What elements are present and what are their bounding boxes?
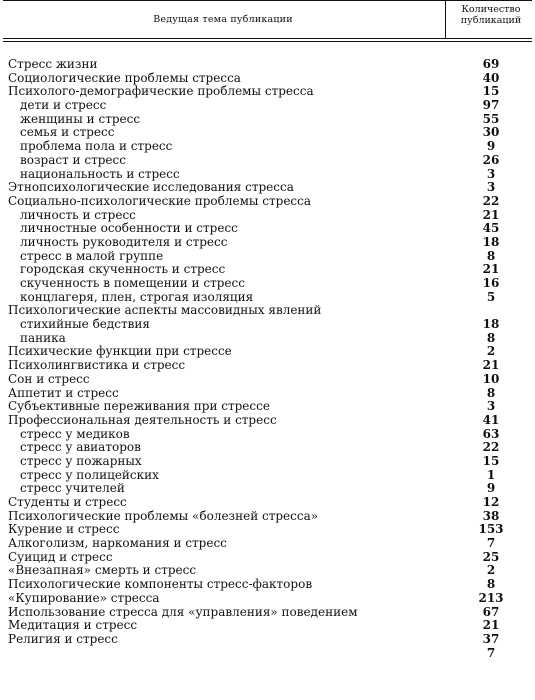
table-row (0, 359, 535, 373)
topic-label: стресс в малой группе (20, 248, 164, 263)
topic-label: стресс у полицейских (20, 467, 159, 482)
table-row (0, 140, 535, 154)
table-row (0, 263, 535, 277)
topic-label: Психологические аспекты массовидных явлений (8, 303, 322, 318)
table-row (0, 345, 535, 359)
table-row (0, 318, 535, 332)
table-row (0, 304, 535, 318)
publication-count: 18 (482, 317, 500, 332)
topic-label: Субъективные переживания при стрессе (8, 399, 270, 414)
publication-count: 45 (482, 221, 500, 236)
table-row (0, 58, 535, 72)
table-row (0, 195, 535, 209)
topic-label: стресс у пожарных (20, 453, 142, 468)
topic-label: Психолого-демографические проблемы стресса (8, 84, 314, 99)
header-count (447, 4, 535, 26)
topic-label: Этнопсихологические исследования стресса (8, 180, 294, 195)
publication-count: 22 (482, 440, 500, 455)
header-bottom-border (3, 38, 532, 39)
topic-label: возраст и стресс (20, 152, 126, 167)
table-row (0, 606, 535, 620)
table-row (0, 277, 535, 291)
header-topic: Ведущая тема публикации (153, 14, 293, 25)
publication-count: 69 (482, 57, 500, 71)
publication-count: 8 (486, 330, 496, 345)
topic-label: паника (20, 330, 66, 345)
topic-label: Курение и стресс (8, 522, 120, 537)
header-count-line1: Количество (461, 4, 521, 15)
topic-label: Сон и стресс (8, 371, 90, 386)
topic-label: семья и стресс (20, 125, 115, 140)
publication-count: 38 (482, 508, 500, 523)
topic-label: Психические функции при стрессе (8, 344, 232, 359)
topic-label: личностные особенности и стресс (20, 221, 238, 236)
publication-count: 8 (486, 577, 496, 592)
publication-count: 12 (482, 495, 500, 509)
topic-label: стресс учителей (20, 481, 125, 496)
table-row (0, 564, 535, 578)
topic-label: проблема пола и стресс (20, 139, 173, 154)
topic-label: стресс у медиков (20, 426, 130, 441)
table-row (0, 469, 535, 483)
table-row (0, 373, 535, 387)
table-row (0, 236, 535, 250)
table-row (0, 551, 535, 565)
publication-count: 2 (486, 563, 496, 578)
publication-count: 22 (482, 193, 500, 208)
table-row (0, 496, 535, 510)
table-row (0, 619, 535, 633)
publication-count: 3 (486, 180, 496, 195)
publication-count: 10 (482, 371, 500, 386)
publication-count: 8 (486, 385, 496, 400)
topic-label: Социально-психологические проблемы стресса (8, 193, 312, 208)
table-row (0, 222, 535, 236)
publication-count: 21 (482, 207, 500, 222)
publication-count: 63 (482, 426, 500, 441)
table-body (0, 58, 535, 660)
table-row (0, 168, 535, 182)
topic-label: Психолингвистика и стресс (8, 358, 186, 373)
publication-count: 21 (482, 262, 500, 277)
publication-count: 15 (482, 84, 500, 99)
table-row (0, 633, 535, 647)
publication-count: 153 (478, 522, 504, 537)
publication-count: 67 (482, 604, 500, 619)
publication-count: 21 (482, 618, 500, 633)
publication-count: 37 (482, 631, 500, 646)
table-row (0, 113, 535, 127)
publication-count: 40 (482, 70, 500, 85)
table-top-border (3, 0, 532, 1)
topic-label: «Внезапная» смерть и стресс (8, 563, 197, 578)
topic-label: Использование стресса для «управления» поведением (8, 604, 358, 619)
table-row (0, 578, 535, 592)
publication-count: 7 (486, 645, 496, 660)
table-row (0, 85, 535, 99)
topic-label: Психологические проблемы «болезней стресса» (8, 508, 319, 523)
publication-count: 21 (482, 358, 500, 373)
topic-label: городская скученность и стресс (20, 262, 226, 277)
topic-label: Социологические проблемы стресса (8, 70, 241, 85)
table-row (0, 510, 535, 524)
topic-label: стресс у авиаторов (20, 440, 141, 455)
publication-count: 5 (486, 289, 496, 304)
table-row (0, 592, 535, 606)
header-count-line2: публикаций (460, 15, 522, 26)
publication-count: 8 (486, 248, 496, 263)
table-row (0, 209, 535, 223)
topic-label: Профессиональная деятельность и стресс (8, 412, 277, 427)
publication-count: 16 (482, 276, 500, 290)
topic-label: дети и стресс (20, 98, 107, 113)
publication-count: 26 (482, 152, 500, 167)
publication-count: 9 (486, 481, 496, 496)
table-row (0, 126, 535, 140)
topic-label: личность руководителя и стресс (20, 234, 228, 249)
topic-label: Суицид и стресс (8, 549, 113, 564)
table-row (0, 482, 535, 496)
table-row (0, 400, 535, 414)
publication-count: 55 (482, 111, 500, 126)
publication-count: 30 (482, 125, 500, 140)
topic-label: Медитация и стресс (8, 618, 138, 633)
topic-label: Алкоголизм, наркомания и стресс (8, 536, 227, 551)
table-row (0, 523, 535, 537)
publication-count: 97 (482, 98, 500, 113)
topic-label: стихийные бедствия (20, 317, 150, 332)
table-row (0, 387, 535, 401)
topic-label: Стресс жизни (8, 57, 98, 71)
publication-count: 9 (486, 139, 496, 154)
publication-count: 1 (486, 467, 496, 482)
table-row (0, 537, 535, 551)
topic-label: скученность в помещении и стресс (20, 276, 245, 290)
topic-label: «Купирование» стресса (8, 590, 160, 605)
publication-count: 18 (482, 234, 500, 249)
topic-label: концлагеря, плен, строгая изоляция (20, 289, 254, 304)
topic-label: Психологические компоненты стресс-факторов (8, 577, 313, 592)
topic-label: Студенты и стресс (8, 495, 127, 509)
table-row (0, 428, 535, 442)
publication-count: 25 (482, 549, 500, 564)
topic-label: национальность и стресс (20, 166, 180, 181)
publication-count: 7 (486, 536, 496, 551)
table-row (0, 441, 535, 455)
topic-label: Религия и стресс (8, 631, 118, 646)
table-row (0, 332, 535, 346)
publication-count: 2 (486, 344, 496, 359)
header-bottom-border-double (3, 41, 532, 42)
topic-label: личность и стресс (20, 207, 136, 222)
table-row (0, 250, 535, 264)
table-row (0, 72, 535, 86)
topic-label: женщины и стресс (20, 111, 141, 126)
publication-count: 213 (478, 590, 504, 605)
table-row (0, 455, 535, 469)
publication-count: 3 (486, 399, 496, 414)
table-row (0, 414, 535, 428)
publication-count: 3 (486, 166, 496, 181)
table-row (0, 181, 535, 195)
table-row (0, 99, 535, 113)
table-row (0, 291, 535, 305)
publication-count: 15 (482, 453, 500, 468)
publication-count: 41 (482, 412, 500, 427)
table-row (0, 647, 535, 661)
table-row (0, 154, 535, 168)
topic-label: Аппетит и стресс (8, 385, 119, 400)
